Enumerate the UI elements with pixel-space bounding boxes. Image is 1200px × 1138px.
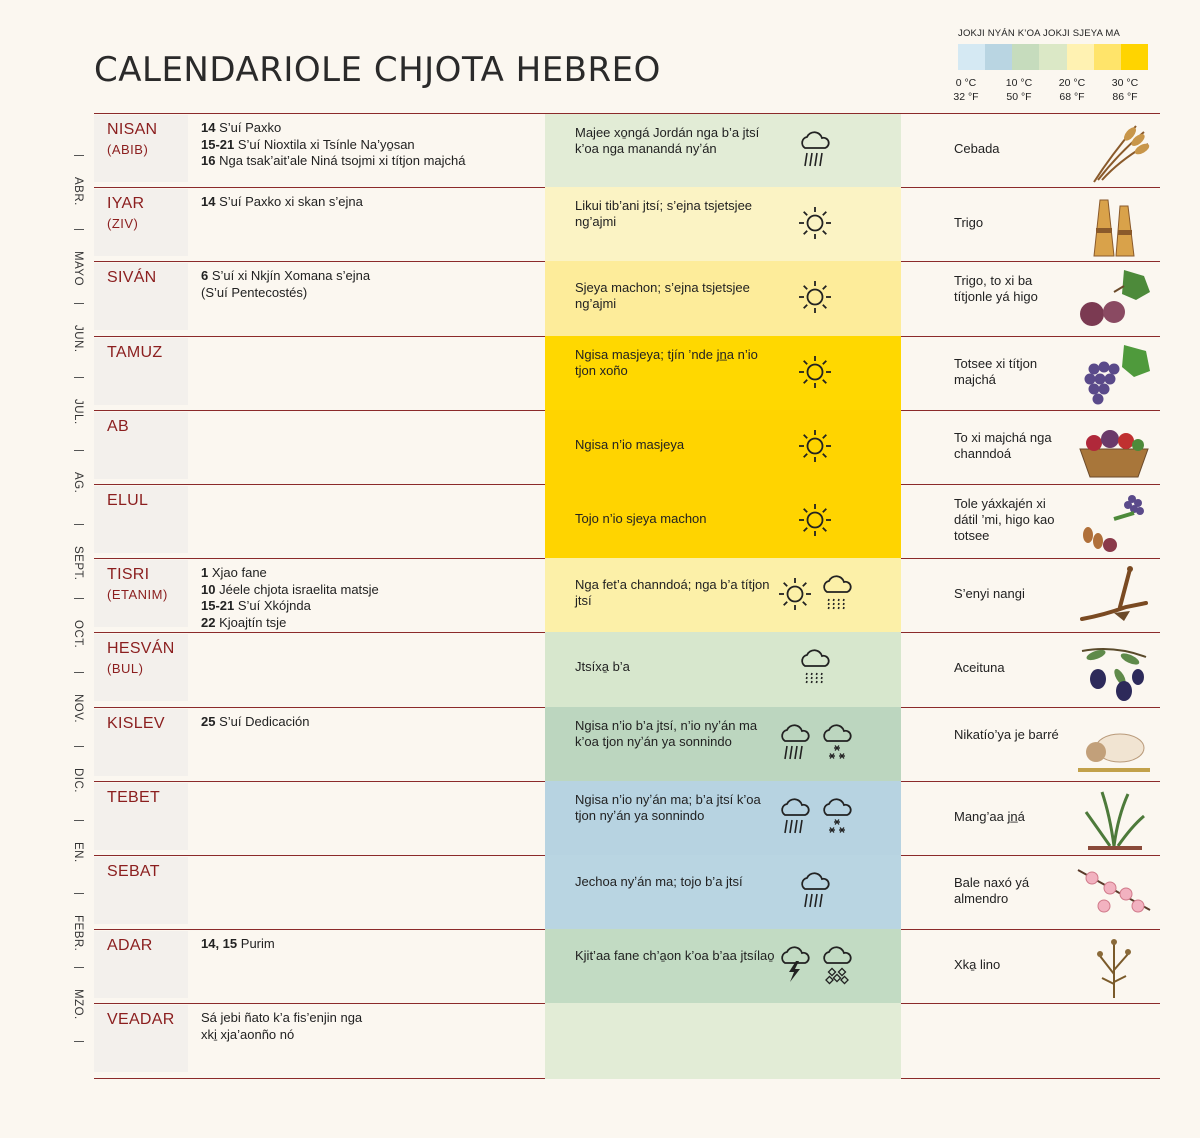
festival-item	[201, 1027, 541, 1044]
festival-day: 14	[201, 194, 216, 210]
hebrew-month-name: KISLEV	[107, 714, 165, 732]
festival-name: Jéele chjota israelita matsje	[219, 581, 379, 597]
storm-weather-icon	[777, 945, 813, 990]
climate-description: Tojo n’io sjeya machon	[575, 511, 707, 527]
festival-list	[201, 120, 541, 170]
month-row	[94, 187, 1160, 262]
hebrew-month-cell	[94, 412, 188, 479]
climate-cell	[545, 336, 901, 411]
hebrew-month-cell	[94, 560, 188, 627]
hebrew-month-name: IYAR	[107, 195, 145, 213]
festival-name: S’uí Nioxtila xi Tsínle Na’yo̱san	[237, 136, 415, 152]
festival-day: 16	[201, 153, 216, 168]
legend-swatch	[1012, 44, 1039, 70]
hebrew-month-name: AB	[107, 417, 129, 435]
festival-day: 15-21	[201, 136, 235, 152]
festival-item	[201, 598, 541, 615]
axis-tick	[74, 1041, 84, 1042]
grass-icon	[1074, 786, 1154, 857]
sun-weather-icon	[797, 205, 833, 246]
sun-weather-icon	[797, 279, 833, 320]
festival-name: S’uí Xkójnda	[237, 598, 311, 614]
sun-weather-icon	[797, 428, 833, 469]
month-row	[94, 632, 1160, 707]
festival-day: 22	[201, 614, 216, 630]
legend-tick-celsius: 0 °C	[955, 77, 977, 89]
legend-tick	[946, 76, 986, 104]
legend-tick-fahrenheit: 50 °F	[1006, 91, 1032, 103]
festival-day: 14	[201, 120, 216, 135]
rain-weather-icon	[777, 797, 813, 842]
fruit-basket-icon	[1074, 415, 1154, 486]
hebrew-month-alt-name: (ABIB)	[107, 142, 149, 157]
hebrew-month-name: ELUL	[107, 492, 149, 509]
gregorian-month-label: NOV.	[72, 693, 84, 723]
agricultural-activity: Aceituna	[954, 660, 1005, 676]
legend-title: JOKJI NYÁN K’OA JOKJI SJEYA MA	[958, 28, 1121, 39]
dates-icon	[1074, 489, 1154, 560]
climate-description: Ngisa n’io b’a jtsí, n’io nyʼán ma k’oa tjon nyʼán ya sonnindo	[575, 717, 758, 749]
month-row	[94, 113, 1160, 188]
climate-description: Majee xo̱ngá Jordán nga b’a jtsí k’oa nga manandá nyʼán	[575, 125, 760, 157]
festival-item	[201, 1010, 541, 1027]
legend-tick	[1105, 76, 1145, 104]
axis-tick	[74, 377, 84, 378]
month-row	[94, 855, 1160, 930]
climate-cell	[545, 558, 901, 633]
festival-item	[201, 268, 541, 285]
gregorian-month-label: OCT.	[72, 620, 84, 649]
festival-day: 1	[201, 565, 209, 581]
legend-tick-fahrenheit: 32 °F	[953, 91, 979, 103]
gregorian-month-label: EN.	[72, 841, 84, 863]
month-row	[94, 781, 1160, 856]
festival-list	[201, 565, 541, 631]
hebrew-month-cell	[94, 263, 188, 330]
rain-weather-icon	[777, 723, 813, 768]
climate-cell	[545, 114, 901, 189]
festival-name: Kjoajtín tsje	[219, 614, 287, 630]
month-row	[94, 484, 1160, 559]
festival-name: xki̱ xja’aonño nó	[201, 1026, 295, 1042]
hebrew-month-name: TISRI	[107, 566, 150, 584]
hebrew-month-cell	[94, 486, 188, 553]
axis-tick	[74, 524, 84, 525]
agricultural-activity: Mang’aa jn̲á	[954, 808, 1025, 824]
temperature-legend	[953, 28, 1160, 103]
climate-description: Sjeya machon; s’ejna tsjetsjee ng’ajmi	[575, 280, 750, 312]
hebrew-month-cell	[94, 338, 188, 405]
festival-name: S’uí Paxko xi skan s’ejna	[219, 194, 363, 210]
climate-cell	[545, 632, 901, 707]
hebrew-month-alt-name: (BUL)	[107, 661, 144, 677]
legend-swatch	[1067, 44, 1094, 70]
festival-item	[201, 582, 541, 599]
festival-name: S’uí Paxko	[219, 120, 282, 135]
festival-name: Xjao fane	[211, 565, 267, 581]
festival-day: 14, 15	[201, 936, 238, 952]
climate-description: Ngisa n’io masjeya	[575, 436, 685, 452]
festival-list	[201, 1010, 541, 1043]
festival-item	[201, 565, 541, 582]
legend-swatch	[985, 44, 1012, 70]
climate-description: Likui tib’ani jtsí; s’ejna tsjetsjee ng’ajmi	[575, 198, 753, 230]
wheat-sheaf-icon	[1074, 192, 1154, 263]
festival-name: Nga tsak’ait’ale Niná tsojmi xi títjon majchá	[219, 153, 466, 168]
festival-name: Purim	[240, 936, 275, 952]
legend-color-scale	[958, 44, 1148, 70]
hebrew-month-cell	[94, 1005, 188, 1072]
gregorian-month-label: JUN.	[72, 324, 84, 353]
agricultural-activity: Bale naxó yá almendro	[954, 875, 1030, 907]
climate-description: Jechoa nyʼán ma; tojo b’a jtsí	[575, 874, 743, 890]
axis-tick	[74, 893, 84, 894]
gregorian-month-label: JUL.	[72, 398, 84, 425]
snow-weather-icon	[819, 723, 855, 768]
olive-icon	[1074, 637, 1154, 708]
climate-cell	[545, 929, 901, 1004]
drizzle-weather-icon	[819, 574, 855, 619]
agricultural-activity: Nikatío’ya je barré	[954, 726, 1059, 742]
gregorian-month-label: MZO.	[72, 989, 84, 1021]
agricultural-activity: Xka̱ lino	[954, 957, 1001, 973]
hebrew-month-name: SIVÁN	[107, 269, 157, 287]
legend-tick-celsius: 30 °C	[1111, 77, 1139, 89]
agricultural-activity: Trigo, to xi ba títjonle yá higo	[954, 273, 1038, 305]
hebrew-month-name: TEBET	[107, 788, 161, 806]
hebrew-month-cell	[94, 709, 188, 776]
festival-day: 6	[201, 268, 209, 284]
festival-list	[201, 936, 541, 953]
festival-name: (S’uí Pentecostés)	[201, 284, 308, 300]
gregorian-month-label: ABR.	[72, 177, 84, 206]
month-row	[94, 929, 1160, 1004]
climate-cell	[545, 187, 901, 262]
axis-tick	[74, 967, 84, 968]
barley-icon	[1074, 118, 1154, 189]
festival-name: Sá jebi ñato k’a fis’enjin nga	[201, 1010, 363, 1026]
legend-tick-celsius: 10 °C	[1005, 77, 1033, 89]
hebrew-month-name: ADAR	[107, 937, 153, 955]
hebrew-month-name: SEBAT	[107, 863, 160, 880]
legend-tick-fahrenheit: 68 °F	[1059, 91, 1085, 103]
gregorian-month-label: SEPT.	[72, 546, 84, 581]
legend-tick	[1052, 76, 1092, 104]
agricultural-activity: Totsee xi títjon majchá	[954, 355, 1038, 387]
page-title: CALENDARIOLE CHJOTA HEBREO	[94, 50, 661, 90]
hebrew-month-cell	[94, 783, 188, 850]
sun-weather-icon	[777, 576, 813, 617]
climate-description: Kjit’aa fane ch’a̱on k’oa b’aa jtsílao̱	[575, 948, 775, 964]
axis-tick	[74, 598, 84, 599]
festival-item	[201, 194, 541, 211]
festival-day: 15-21	[201, 598, 235, 614]
climate-cell	[545, 707, 901, 782]
festival-item	[201, 936, 541, 953]
hebrew-month-alt-name: (ETANIM)	[107, 587, 168, 603]
festival-list	[201, 714, 541, 731]
month-row	[94, 336, 1160, 411]
legend-tick-fahrenheit: 86 °F	[1112, 91, 1138, 103]
month-row	[94, 1003, 1160, 1079]
festival-item	[201, 615, 541, 632]
grapes-icon	[1074, 341, 1154, 412]
hebrew-month-name: NISAN	[107, 121, 158, 138]
plow-icon	[1074, 563, 1154, 634]
festival-name: S’uí xi Nkjín Xomana s’ejna	[211, 268, 371, 284]
festival-day: 25	[201, 713, 216, 729]
legend-swatch	[1094, 44, 1121, 70]
agricultural-activity: Trigo	[954, 215, 984, 231]
hebrew-month-cell	[94, 189, 188, 256]
axis-tick	[74, 746, 84, 747]
climate-cell	[545, 261, 901, 336]
rain-weather-icon	[797, 130, 833, 175]
gregorian-month-label: DIC.	[72, 767, 84, 793]
axis-tick	[74, 672, 84, 673]
festival-item	[201, 153, 541, 170]
hebrew-month-cell	[94, 634, 188, 701]
hebrew-month-alt-name: (ZIV)	[107, 216, 139, 232]
almond-blossom-icon	[1074, 860, 1154, 931]
hebrew-month-name: HESVÁN	[107, 640, 175, 658]
gregorian-month-label: MAYO	[72, 250, 84, 286]
agricultural-activity: Cebada	[954, 141, 1000, 157]
agricultural-activity: To xi majchá nga channdoá	[954, 429, 1052, 461]
climate-cell	[545, 484, 901, 559]
agricultural-activity: Tole yáxkajén xi dátil ’mi, higo kao totsee	[954, 496, 1055, 544]
festival-day: 10	[201, 581, 216, 597]
hebrew-month-cell	[94, 115, 188, 182]
hebrew-month-name: TAMUZ	[107, 343, 163, 361]
festival-list	[201, 268, 541, 301]
legend-tick	[999, 76, 1039, 104]
festival-name: S’uí Dedicación	[219, 713, 310, 729]
climate-description: Nga fet’a channdoá; nga b’a títjon jtsí	[575, 577, 770, 609]
sun-weather-icon	[797, 502, 833, 543]
month-row	[94, 410, 1160, 485]
month-row	[94, 707, 1160, 782]
hebrew-month-cell	[94, 857, 188, 924]
climate-cell	[545, 855, 901, 930]
hail-weather-icon	[819, 945, 855, 990]
festival-item	[201, 120, 541, 137]
gregorian-month-axis	[62, 113, 92, 1073]
agricultural-activity: S’enyi nangi	[954, 586, 1025, 602]
axis-tick	[74, 303, 84, 304]
axis-tick	[74, 820, 84, 821]
legend-swatch	[1039, 44, 1066, 70]
sheep-icon	[1074, 712, 1154, 783]
fig-icon	[1074, 266, 1154, 337]
month-row	[94, 261, 1160, 336]
legend-swatch	[958, 44, 985, 70]
axis-tick	[74, 450, 84, 451]
festival-item	[201, 714, 541, 731]
festival-item	[201, 137, 541, 154]
festival-list	[201, 194, 541, 211]
flax-icon	[1074, 934, 1154, 1005]
festival-item	[201, 285, 541, 302]
drizzle-weather-icon	[797, 648, 833, 693]
axis-tick	[74, 229, 84, 230]
climate-cell	[545, 410, 901, 485]
climate-description: Jtsíxa̱ b’a	[575, 659, 630, 675]
climate-cell	[545, 781, 901, 856]
climate-cell	[545, 1003, 901, 1078]
hebrew-month-cell	[94, 931, 188, 998]
legend-tick-celsius: 20 °C	[1058, 77, 1086, 89]
month-row	[94, 558, 1160, 633]
rain-weather-icon	[797, 871, 833, 916]
sun-weather-icon	[797, 354, 833, 395]
climate-description: Ngisa masjeya; tjín ’nde jn̲a n’io tjon xoño	[575, 346, 758, 378]
axis-tick	[74, 155, 84, 156]
legend-swatch	[1121, 44, 1148, 70]
climate-description: Ngisa n’io nyʼán ma; b’a jtsí k’oa tjon nyʼán ya sonnindo	[575, 791, 761, 823]
gregorian-month-label: AG.	[72, 472, 84, 494]
snow-weather-icon	[819, 797, 855, 842]
hebrew-month-name: VEADAR	[107, 1011, 175, 1029]
gregorian-month-label: FEBR.	[72, 915, 84, 952]
